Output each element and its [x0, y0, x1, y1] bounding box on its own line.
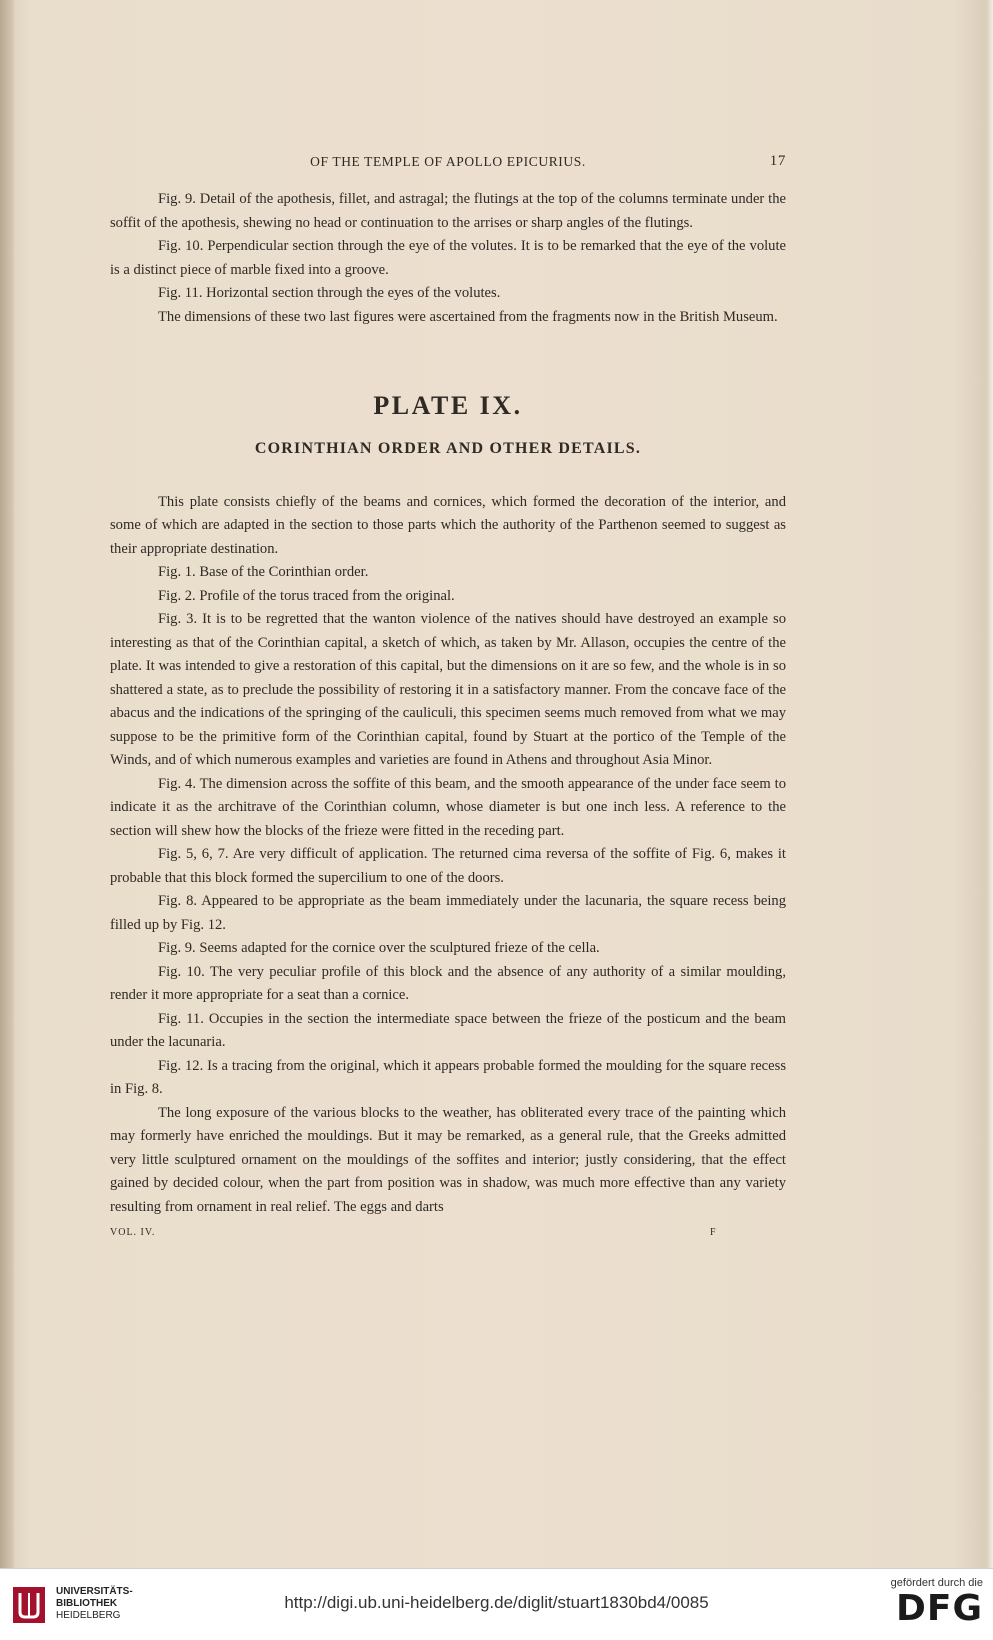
permalink-url[interactable]: http://digi.ub.uni-heidelberg.de/diglit/stuart1830bd4/0085 — [284, 1593, 709, 1612]
plate-subtitle: CORINTHIAN ORDER AND OTHER DETAILS. — [254, 440, 642, 457]
paragraph-plate-fig-5-6-7: Fig. 5, 6, 7. Are very difficult of application. The returned cima reversa of the soffite of Fig. 6, makes it probable that this block formed the supercilium to one of the doors. — [110, 846, 786, 886]
paragraph-plate-intro: This plate consists chiefly of the beams and cornices, which formed the decoration of the interior, and some of which are adapted in the section to those parts which the authority of the Parthenon seemed to suggest as their appropriate destination. — [110, 493, 786, 557]
paragraph-plate-fig-2: Fig. 2. Profile of the torus traced from the original. — [158, 587, 455, 604]
plate-title: PLATE IX. — [373, 391, 523, 420]
library-name-line-3: HEIDELBERG — [56, 1610, 121, 1621]
paragraph-plate-fig-10: Fig. 10. The very peculiar profile of this block and the absence of any authority of a similar moulding, render it more appropriate for a seat than a cornice. — [110, 963, 786, 1003]
funder-block — [873, 1577, 983, 1629]
paragraph-fig-10: Fig. 10. Perpendicular section through the eye of the volutes. It is to be remarked that the eye of the volute is a distinct piece of marble fixed into a groove. — [110, 238, 786, 278]
paragraph-plate-fig-9: Fig. 9. Seems adapted for the cornice over the sculptured frieze of the cella. — [158, 940, 600, 956]
funder-label: gefördert durch die — [890, 1577, 983, 1589]
paragraph-plate-fig-8: Fig. 8. Appeared to be appropriate as the beam immediately under the lacunaria, the square recess being filled up by Fig. 12. — [110, 893, 786, 933]
paragraph-dimensions: The dimensions of these two last figures were ascertained from the fragments now in the British Museum. — [158, 308, 778, 325]
paragraph-plate-fig-12: Fig. 12. Is a tracing from the original, which it appears probable formed the moulding for the square recess in Fig. 8. — [110, 1057, 786, 1097]
paragraph-fig-9: Fig. 9. Detail of the apothesis, fillet, and astragal; the flutings at the top of the columns terminate under the soffit of the apothesis, shewing no head or continuation to the arrises or sharp angles of the flutings. — [110, 191, 786, 231]
running-head-title: OF THE TEMPLE OF APOLLO EPICURIUS. — [310, 154, 586, 169]
paragraph-plate-fig-4: Fig. 4. The dimension across the soffite of this beam, and the smooth appearance of the under face seem to indicate it as the architrave of the Corinthian column, whose diameter is but one inch less. A reference to the section will shew how the blocks of the frieze were fitted in the receding part. — [110, 775, 786, 839]
page-number: 17 — [769, 153, 786, 169]
paragraph-fig-11: Fig. 11. Horizontal section through the eyes of the volutes. — [158, 285, 501, 301]
dfg-logo: DFG — [895, 1588, 983, 1629]
volume-label: VOL. IV. — [110, 1227, 156, 1238]
viewer-footer — [0, 1568, 993, 1640]
library-name-line-1: UNIVERSITÄTS- — [56, 1586, 133, 1597]
paragraph-plate-fig-1: Fig. 1. Base of the Corinthian order. — [158, 564, 369, 580]
page-edge — [987, 0, 993, 1568]
library-name-line-2: BIBLIOTHEK — [56, 1598, 118, 1609]
book-gutter-shadow — [0, 0, 14, 1568]
paragraph-plate-fig-11: Fig. 11. Occupies in the section the intermediate space between the frieze of the posticum and the beam under the lacunaria. — [110, 1010, 786, 1050]
signature-mark: F — [710, 1227, 717, 1238]
paragraph-plate-fig-3: Fig. 3. It is to be regretted that the wanton violence of the natives should have destroyed an example so interesting as that of the Corinthian capital, a sketch of which, as taken by Mr. Allason, occupies the centre of the plate. It was intended to give a restoration of this capital, but the dimensions on it are so few, and the whole is in so shattered a state, as to preclude the possibility of restoring it in a satisfactory manner. From the concave face of the abacus and the indications of the springing of the cauliculi, this specimen seems much removed from what we may suppose to be the primitive form of the Corinthian capital, found by Stuart at the portico of the Temple of the Winds, and of which numerous examples and varieties are found in Athens and throughout Asia Minor. — [110, 611, 786, 768]
signature-line — [110, 1221, 786, 1241]
page-text-block — [110, 150, 786, 1241]
paragraph-weathering: The long exposure of the various blocks to the weather, has obliterated every trace of the painting which may formerly have enriched the mouldings. But it may be remarked, as a general rule, that the Greeks admitted very little sculptured ornament on the mouldings of the soffites and interior; justly considering, that the effect gained by decided colour, when the part from position was in shadow, was much more effective than any variety resulting from ornament in real relief. The eggs and darts — [110, 1104, 786, 1215]
running-head — [110, 150, 786, 178]
